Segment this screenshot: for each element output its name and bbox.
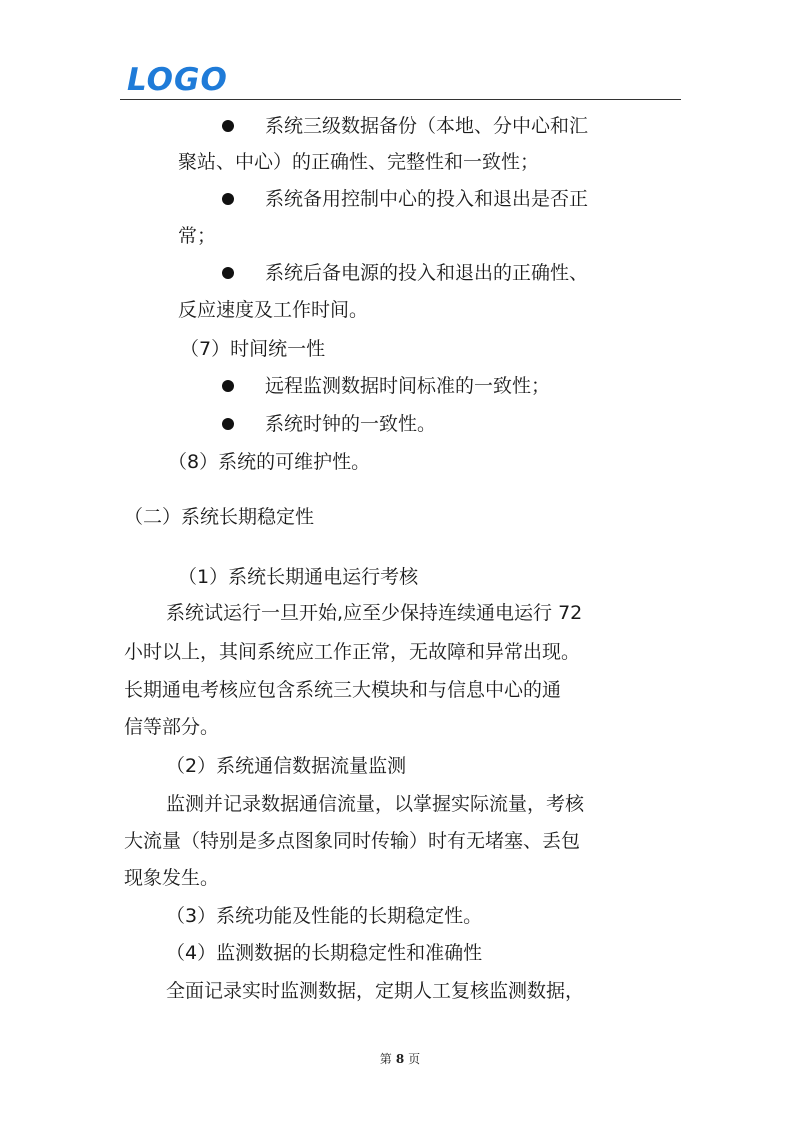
header-divider [120,99,681,100]
paragraph-line: 信等部分。 [124,716,220,738]
page-number: 8 [395,1052,405,1066]
paragraph-line: 系统试运行一旦开始,应至少保持连续通电运行 72 [166,602,583,624]
footer-suffix: 页 [408,1052,421,1066]
bullet-icon [222,120,234,132]
page-footer [0,1050,800,1067]
item-8-title: （8）系统的可维护性。 [168,451,371,473]
paragraph-line: 现象发生。 [124,867,220,889]
sub-4-title: （4）监测数据的长期稳定性和准确性 [166,942,483,964]
bullet-line: 系统后备电源的投入和退出的正确性、 [265,262,589,284]
sub-3-title: （3）系统功能及性能的长期稳定性。 [166,905,483,927]
paragraph-line: 监测并记录数据通信流量，以掌握实际流量，考核 [166,793,585,815]
bullet-line-continued: 聚站、中心）的正确性、完整性和一致性； [178,151,540,173]
bullet-icon [222,418,234,430]
paragraph-line: 全面记录实时监测数据，定期人工复核监测数据， [166,980,585,1002]
bullet-line-continued: 常； [178,225,217,247]
bullet-icon [222,380,234,392]
bullet-line: 系统备用控制中心的投入和退出是否正 [265,188,589,210]
footer-prefix: 第 [379,1052,392,1066]
bullet-line-continued: 反应速度及工作时间。 [178,299,369,321]
bullet-icon [222,193,234,205]
logo: LOGO [127,62,228,98]
bullet-icon [222,267,234,279]
section-heading: （二）系统长期稳定性 [124,506,315,528]
item-7-title: （7）时间统一性 [180,338,326,360]
bullet-line: 系统三级数据备份（本地、分中心和汇 [265,115,589,137]
paragraph-line: 小时以上，其间系统应工作正常，无故障和异常出现。 [124,641,581,663]
sub-2-title: （2）系统通信数据流量监测 [166,755,407,777]
paragraph-line: 长期通电考核应包含系统三大模块和与信息中心的通 [124,679,562,701]
bullet-line: 系统时钟的一致性。 [265,413,437,435]
sub-1-title: （1）系统长期通电运行考核 [178,566,419,588]
paragraph-line: 大流量（特别是多点图象同时传输）时有无堵塞、丢包 [124,830,581,852]
bullet-line: 远程监测数据时间标准的一致性； [265,375,551,397]
